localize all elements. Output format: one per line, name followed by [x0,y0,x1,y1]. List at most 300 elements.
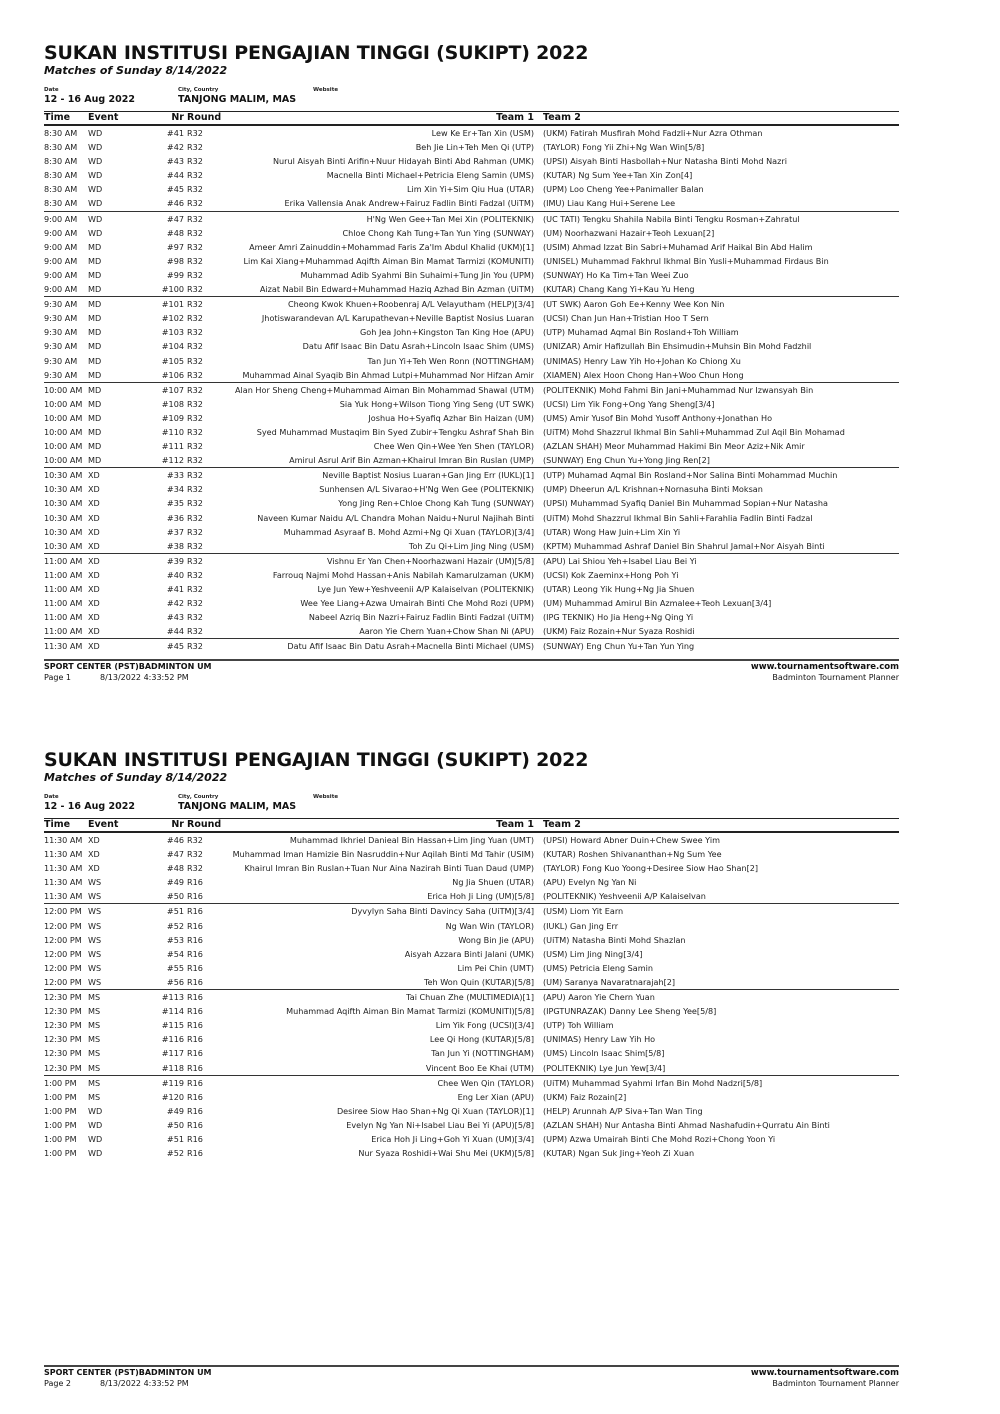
match-event: XD [88,641,100,652]
match-event: MD [88,412,102,423]
match-team1: Erica Hoh Ji Ling (UM)[5/8] [427,891,534,902]
match-time: 9:30 AM [44,341,78,352]
match-team1: Aizat Nabil Bin Edward+Muhammad Haziq Azhad Bin Azman (UiTM) [259,284,534,295]
match-time: 1:00 PM [44,1077,77,1088]
match-round: R32 [187,241,203,252]
match-row [44,368,899,382]
match-number: #119 [161,1077,184,1088]
city-value: TANJONG MALIM, MAS [178,94,297,105]
match-round: R16 [187,1020,203,1031]
match-round: R16 [187,1034,203,1045]
match-round: R32 [187,555,203,566]
match-row [44,989,899,1004]
match-team1: Teh Won Quin (KUTAR)[5/8] [423,976,534,987]
match-team2: (USIM) Ahmad Izzat Bin Sabri+Muhamad Arif Haikal Bin Abd Halim [543,241,813,252]
match-round: R16 [187,1148,203,1159]
match-number: #107 [161,384,184,395]
match-team2: (UKM) Faiz Rozain+Nur Syaza Roshidi [543,626,695,637]
match-event: XD [88,863,100,874]
footer-site-link[interactable]: www.tournamentsoftware.com [750,1368,899,1378]
match-number: #43 [166,612,184,623]
match-round: R16 [187,992,203,1003]
match-event: WD [88,156,103,167]
match-time: 9:00 AM [44,213,78,224]
match-row [44,568,899,582]
match-number: #116 [161,1034,184,1045]
match-event: XD [88,849,100,860]
match-time: 10:00 AM [44,455,83,466]
match-round: R16 [187,1077,203,1088]
match-event: MD [88,455,102,466]
match-event: XD [88,470,100,481]
match-row [44,861,899,875]
match-team1: Yong Jing Ren+Chloe Chong Kah Tung (SUNWAY) [338,498,534,509]
match-team2: (IPGTUNRAZAK) Danny Lee Sheng Yee[5/8] [543,1006,717,1017]
footer-site-link[interactable]: www.tournamentsoftware.com [750,662,899,672]
match-round: R16 [187,948,203,959]
match-number: #36 [166,512,184,523]
match-row [44,382,899,397]
city-value: TANJONG MALIM, MAS [178,801,297,812]
match-number: #46 [166,835,184,845]
match-team2: (APU) Lai Shiou Yeh+Isabel Liau Bei Yi [543,555,697,566]
match-time: 11:30 AM [44,849,83,860]
match-round: R32 [187,398,203,409]
tournament-meta [44,87,899,111]
match-event: XD [88,612,100,623]
match-row [44,226,899,240]
match-team1: Lye Jun Yew+Yeshveenii A/P Kalaiselvan (POLITEKNIK) [317,584,534,594]
date-value: 12 - 16 Aug 2022 [44,94,135,105]
match-round: R32 [187,498,203,509]
match-team1: Lew Ke Er+Tan Xin (USM) [431,128,534,138]
page-1 [44,42,899,653]
match-team2: (UCSI) Chan Jun Han+Tristian Hoo T Sern [543,313,709,324]
match-event: MD [88,241,102,252]
date-value: 12 - 16 Aug 2022 [44,801,135,812]
match-round: R16 [187,906,203,917]
match-team1: Beh Jie Lin+Teh Men Qi (UTP) [415,142,534,153]
match-team1: Evelyn Ng Yan Ni+Isabel Liau Bei Yi (APU)[5/8] [346,1119,534,1130]
match-round: R32 [187,355,203,366]
match-team2: (UPM) Loo Cheng Yee+Panimaller Balan [543,184,704,195]
match-time: 9:00 AM [44,269,78,280]
match-team2: (UPSI) Aisyah Binti Hasbollah+Nur Natasha Binti Mohd Nazri [543,156,787,167]
match-row [44,638,899,653]
col-team1: Team 1 [496,112,534,123]
match-row [44,397,899,411]
match-round: R16 [187,1048,203,1059]
match-row [44,903,899,918]
match-team2: (UM) Noorhazwani Hazair+Teoh Lexuan[2] [543,227,715,238]
match-event: WD [88,213,103,224]
match-round: R32 [187,170,203,181]
match-time: 1:00 PM [44,1148,77,1159]
match-team2: (UNIMAS) Henry Law Yih Ho [543,1034,656,1045]
match-team2: (USM) Liom Yit Earn [543,906,624,917]
match-team1: Vincent Boo Ee Khai (UTM) [425,1062,534,1073]
match-number: #55 [166,962,184,973]
footer-app: Badminton Tournament Planner [772,673,899,682]
match-team1: Aisyah Azzara Binti Jalani (UMK) [404,948,534,959]
match-row [44,453,899,467]
match-row [44,467,899,482]
match-time: 9:00 AM [44,255,78,266]
match-time: 10:30 AM [44,470,83,481]
match-row [44,496,899,510]
match-team2: (UKM) Faiz Rozain[2] [543,1091,627,1102]
match-row [44,339,899,353]
match-team2: (UM) Muhammad Amirul Bin Azmalee+Teoh Lexuan[3/4] [543,598,772,609]
match-event: WD [88,198,103,209]
match-team2: (UT SWK) Aaron Goh Ee+Kenny Wee Kon Nin [543,299,725,310]
match-number: #102 [161,313,184,324]
match-event: XD [88,598,100,609]
match-team1: Datu Afif Isaac Bin Datu Asrah+Macnella Binti Michael (UMS) [287,641,534,652]
match-time: 12:00 PM [44,948,82,959]
match-round: R32 [187,540,203,551]
match-team2: (XIAMEN) Alex Hoon Chong Han+Woo Chun Hong [543,369,744,380]
match-team2: (UTAR) Leong Yik Hung+Ng Jia Shuen [543,584,695,594]
match-team2: (UMS) Amir Yusof Bin Mohd Yusoff Anthony+Jonathan Ho [543,412,773,423]
match-round: R16 [187,1133,203,1144]
footer-printed: 8/13/2022 4:33:52 PM [100,1379,189,1388]
match-row [44,539,899,553]
match-team1: Muhammad Aqifth Aiman Bin Mamat Tarmizi (KOMUNITI)[5/8] [286,1006,534,1017]
match-round: R32 [187,341,203,352]
city-label: City, Country [178,794,219,800]
match-team1: Joshua Ho+Syafiq Azhar Bin Haizan (UM) [368,412,534,423]
match-event: MD [88,269,102,280]
match-number: #48 [166,227,184,238]
match-time: 9:30 AM [44,327,78,338]
match-event: XD [88,526,100,537]
match-team2: (UCSI) Lim Yik Fong+Ong Yang Sheng[3/4] [543,398,715,409]
date-label: Date [44,794,59,800]
match-round: R32 [187,269,203,280]
match-time: 11:00 AM [44,598,83,609]
match-team1: Muhammad Iman Hamizie Bin Nasruddin+Nur Aqilah Binti Md Tahir (USIM) [232,849,534,860]
match-event: MD [88,299,102,310]
match-team2: (IMU) Liau Kang Hui+Serene Lee [543,198,676,209]
col-team1: Team 1 [496,819,534,830]
match-row [44,1061,899,1075]
match-time: 12:30 PM [44,1006,82,1017]
match-number: #99 [166,269,184,280]
table-header [44,818,899,833]
page-footer [44,1365,899,1388]
match-time: 12:30 PM [44,992,82,1003]
match-number: #43 [166,156,184,167]
match-row [44,1075,899,1090]
col-nr: Nr [171,112,184,123]
match-team1: Datu Afif Isaac Bin Datu Asrah+Lincoln Isaac Shim (UMS) [302,341,534,352]
match-time: 1:00 PM [44,1119,77,1130]
match-team1: Muhammad Ikhriel Danieal Bin Hassan+Lim Jing Yuan (UMT) [289,835,534,845]
match-event: MD [88,284,102,295]
match-event: MD [88,369,102,380]
match-round: R16 [187,1091,203,1102]
match-team1: Sia Yuk Hong+Wilson Tiong Ying Seng (UT SWK) [339,398,534,409]
match-row [44,511,899,525]
match-team1: Neville Baptist Nosius Luaran+Gan Jing Err (IUKL)[1] [322,470,534,481]
match-number: #33 [166,470,184,481]
match-event: WS [88,962,102,973]
match-number: #44 [166,626,184,637]
match-time: 12:00 PM [44,976,82,987]
match-team1: Erika Vallensia Anak Andrew+Fairuz Fadlin Binti Fadzal (UiTM) [284,198,534,209]
match-row [44,325,899,339]
match-round: R32 [187,227,203,238]
match-row [44,196,899,210]
match-number: #39 [166,555,184,566]
match-number: #44 [166,170,184,181]
match-event: MS [88,992,101,1003]
match-event: WS [88,906,102,917]
match-time: 11:30 AM [44,835,83,845]
match-team2: (KUTAR) Roshen Shivananthan+Ng Sum Yee [543,849,722,860]
match-time: 9:00 AM [44,241,78,252]
match-event: WD [88,142,103,153]
match-number: #47 [166,213,184,224]
match-time: 10:30 AM [44,526,83,537]
match-number: #40 [166,569,184,580]
match-time: 10:30 AM [44,540,83,551]
match-round: R16 [187,1006,203,1017]
match-number: #45 [166,184,184,195]
match-team1: Lim Yik Fong (UCSI)[3/4] [435,1020,534,1031]
match-round: R32 [187,426,203,437]
match-round: R32 [187,128,203,138]
match-time: 12:30 PM [44,1048,82,1059]
match-team1: Vishnu Er Yan Chen+Noorhazwani Hazair (UM)[5/8] [327,555,534,566]
match-time: 1:00 PM [44,1133,77,1144]
match-number: #51 [166,1133,184,1144]
match-time: 11:00 AM [44,569,83,580]
match-team2: (IPG TEKNIK) Ho Jia Heng+Ng Qing Yi [543,612,694,623]
page-footer [44,659,899,682]
match-number: #37 [166,526,184,537]
match-team1: Ng Jia Shuen (UTAR) [452,877,534,888]
match-number: #50 [166,1119,184,1130]
match-team1: Khairul Imran Bin Ruslan+Tuan Nur Aina Nazirah Binti Tuan Daud (UMP) [244,863,534,874]
match-number: #49 [166,1105,184,1116]
match-number: #100 [161,284,184,295]
match-team1: Tan Jun Yi+Teh Wen Ronn (NOTTINGHAM) [367,355,534,366]
match-event: WD [88,184,103,195]
match-team1: Lee Qi Hong (KUTAR)[5/8] [429,1034,534,1045]
match-team2: (UNISEL) Muhammad Fakhrul Ikhmal Bin Yusli+Muhammad Firdaus Bin [543,255,829,266]
match-round: R32 [187,470,203,481]
match-row [44,833,899,847]
match-row [44,354,899,368]
match-number: #118 [161,1062,184,1073]
match-event: WD [88,227,103,238]
match-round: R32 [187,484,203,495]
match-number: #114 [161,1006,184,1017]
match-team1: Dyvylyn Saha Binti Davincy Saha (UiTM)[3/4] [351,906,534,917]
match-event: XD [88,626,100,637]
match-event: XD [88,498,100,509]
match-time: 10:00 AM [44,384,83,395]
match-event: WD [88,170,103,181]
match-row [44,311,899,325]
match-team1: Aaron Yie Chern Yuan+Chow Shan Ni (APU) [359,626,534,637]
match-team1: Alan Hor Sheng Cheng+Muhammad Aiman Bin Mohammad Shawal (UTM) [234,384,534,395]
match-row [44,610,899,624]
date-label: Date [44,87,59,93]
match-number: #117 [161,1048,184,1059]
match-team1: Ameer Amri Zainuddin+Mohammad Faris Za'Im Abdul Khalid (UKM)[1] [249,241,534,252]
match-time: 11:00 AM [44,555,83,566]
match-row [44,875,899,889]
match-number: #52 [166,1148,184,1159]
match-time: 12:30 PM [44,1034,82,1045]
match-number: #42 [166,598,184,609]
match-number: #52 [166,920,184,931]
match-number: #34 [166,484,184,495]
match-row [44,296,899,311]
match-team2: (UiTM) Mohd Shazzrul Ikhmal Bin Sahli+Muhammad Zul Aqil Bin Mohamad [543,426,845,437]
match-round: R32 [187,412,203,423]
match-time: 8:30 AM [44,170,78,181]
match-time: 12:30 PM [44,1062,82,1073]
match-round: R32 [187,641,203,652]
match-round: R32 [187,569,203,580]
match-number: #53 [166,934,184,945]
match-round: R32 [187,441,203,452]
match-round: R32 [187,156,203,167]
match-row [44,411,899,425]
match-event: MD [88,327,102,338]
match-row [44,624,899,638]
match-team2: (KUTAR) Ng Sum Yee+Tan Xin Zon[4] [543,170,693,181]
match-row [44,553,899,568]
col-team2: Team 2 [543,112,581,123]
match-event: WS [88,948,102,959]
match-team2: (UTP) Toh William [543,1020,614,1031]
page-title: SUKAN INSTITUSI PENGAJIAN TINGGI (SUKIPT) 2022 [44,749,589,771]
match-row [44,126,899,140]
match-team2: (UC TATI) Tengku Shahila Nabila Binti Tengku Rosman+Zahratul [543,213,800,224]
match-time: 11:30 AM [44,891,83,902]
match-round: R32 [187,598,203,609]
col-event: Event [88,112,119,123]
match-number: #45 [166,641,184,652]
match-team1: Desiree Siow Hao Shan+Ng Qi Xuan (TAYLOR)[1] [336,1105,534,1116]
match-team1: Lim Pei Chin (UMT) [457,962,534,973]
match-team1: Erica Hoh Ji Ling+Goh Yi Xuan (UM)[3/4] [371,1133,534,1144]
match-row [44,1118,899,1132]
match-time: 9:30 AM [44,355,78,366]
footer-printed: 8/13/2022 4:33:52 PM [100,673,189,682]
match-number: #120 [161,1091,184,1102]
match-time: 12:00 PM [44,906,82,917]
match-team1: Sunhensen A/L Sivarao+H'Ng Wen Gee (POLITEKNIK) [319,484,534,495]
match-list [44,126,899,653]
match-team2: (KUTAR) Ngan Suk Jing+Yeoh Zi Xuan [543,1148,695,1159]
match-time: 8:30 AM [44,156,78,167]
match-number: #41 [166,128,184,138]
match-team1: Nurul Aisyah Binti Arifin+Nuur Hidayah Binti Abd Rahman (UMK) [273,156,534,167]
match-team2: (UMP) Dheerun A/L Krishnan+Nornasuha Binti Moksan [543,484,763,495]
match-round: R32 [187,313,203,324]
match-team2: (POLITEKNIK) Lye Jun Yew[3/4] [543,1062,666,1073]
match-row [44,961,899,975]
page-subtitle: Matches of Sunday 8/14/2022 [44,771,228,784]
match-round: R16 [187,934,203,945]
match-team2: (POLITEKNIK) Mohd Fahmi Bin Jani+Muhammad Nur Izwansyah Bin [543,384,814,395]
col-round: Round [187,112,222,123]
match-round: R32 [187,584,203,594]
match-event: XD [88,484,100,495]
match-event: MS [88,1077,101,1088]
match-time: 1:00 PM [44,1105,77,1116]
match-time: 8:30 AM [44,198,78,209]
match-row [44,1032,899,1046]
match-team2: (UTAR) Wong Haw Juin+Lim Xin Yi [543,526,681,537]
match-row [44,596,899,610]
match-round: R32 [187,512,203,523]
match-event: MD [88,341,102,352]
match-event: MS [88,1020,101,1031]
match-team1: Lim Kai Xiang+Muhammad Aqifth Aiman Bin Mamat Tarmizi (KOMUNITI) [243,255,534,266]
match-event: WD [88,1105,103,1116]
match-team2: (SUNWAY) Eng Chun Yu+Yong Jing Ren[2] [543,455,710,466]
match-round: R32 [187,299,203,310]
match-row [44,439,899,453]
match-row [44,240,899,254]
match-team1: Lim Xin Yi+Sim Qiu Hua (UTAR) [406,184,534,195]
match-team2: (UTP) Muhamad Aqmal Bin Rosland+Toh William [543,327,739,338]
match-event: MD [88,426,102,437]
match-team2: (IUKL) Gan Jing Err [543,920,619,931]
website-label: Website [313,87,339,93]
match-time: 9:30 AM [44,369,78,380]
match-event: WD [88,1133,103,1144]
match-team2: (UMS) Lincoln Isaac Shim[5/8] [543,1048,665,1059]
match-number: #49 [166,877,184,888]
match-team2: (UTP) Muhamad Aqmal Bin Rosland+Nor Salina Binti Mohammad Muchin [543,470,838,481]
match-row [44,482,899,496]
col-time: Time [44,819,71,830]
match-round: R16 [187,1119,203,1130]
match-row [44,919,899,933]
city-label: City, Country [178,87,219,93]
match-team1: Ng Wan Win (TAYLOR) [445,920,534,931]
match-event: MD [88,384,102,395]
match-team2: (AZLAN SHAH) Nur Antasha Binti Ahmad Nashafudin+Qurratu Ain Binti [543,1119,830,1130]
tournament-meta [44,794,899,818]
match-team2: (UNIZAR) Amir Hafizullah Bin Ehsimudin+Muhsin Bin Mohd Fadzhil [543,341,812,352]
match-row [44,582,899,596]
match-round: R16 [187,962,203,973]
match-round: R32 [187,835,203,845]
match-row [44,1046,899,1060]
match-team1: Macnella Binti Michael+Petricia Eleng Samin (UMS) [326,170,534,181]
match-round: R32 [187,327,203,338]
match-team1: Cheong Kwok Khuen+Roobenraj A/L Velayutham (HELP)[3/4] [288,299,534,310]
match-round: R32 [187,142,203,153]
match-number: #35 [166,498,184,509]
footer-venue: SPORT CENTER (PST)BADMINTON UM [44,1368,212,1377]
match-time: 10:00 AM [44,398,83,409]
footer-venue: SPORT CENTER (PST)BADMINTON UM [44,662,212,671]
match-event: MD [88,313,102,324]
match-team1: Tan Jun Yi (NOTTINGHAM) [431,1048,534,1059]
match-row [44,889,899,903]
match-team1: Amirul Asrul Arif Bin Azman+Khairul Imran Bin Ruslan (UMP) [289,455,534,466]
